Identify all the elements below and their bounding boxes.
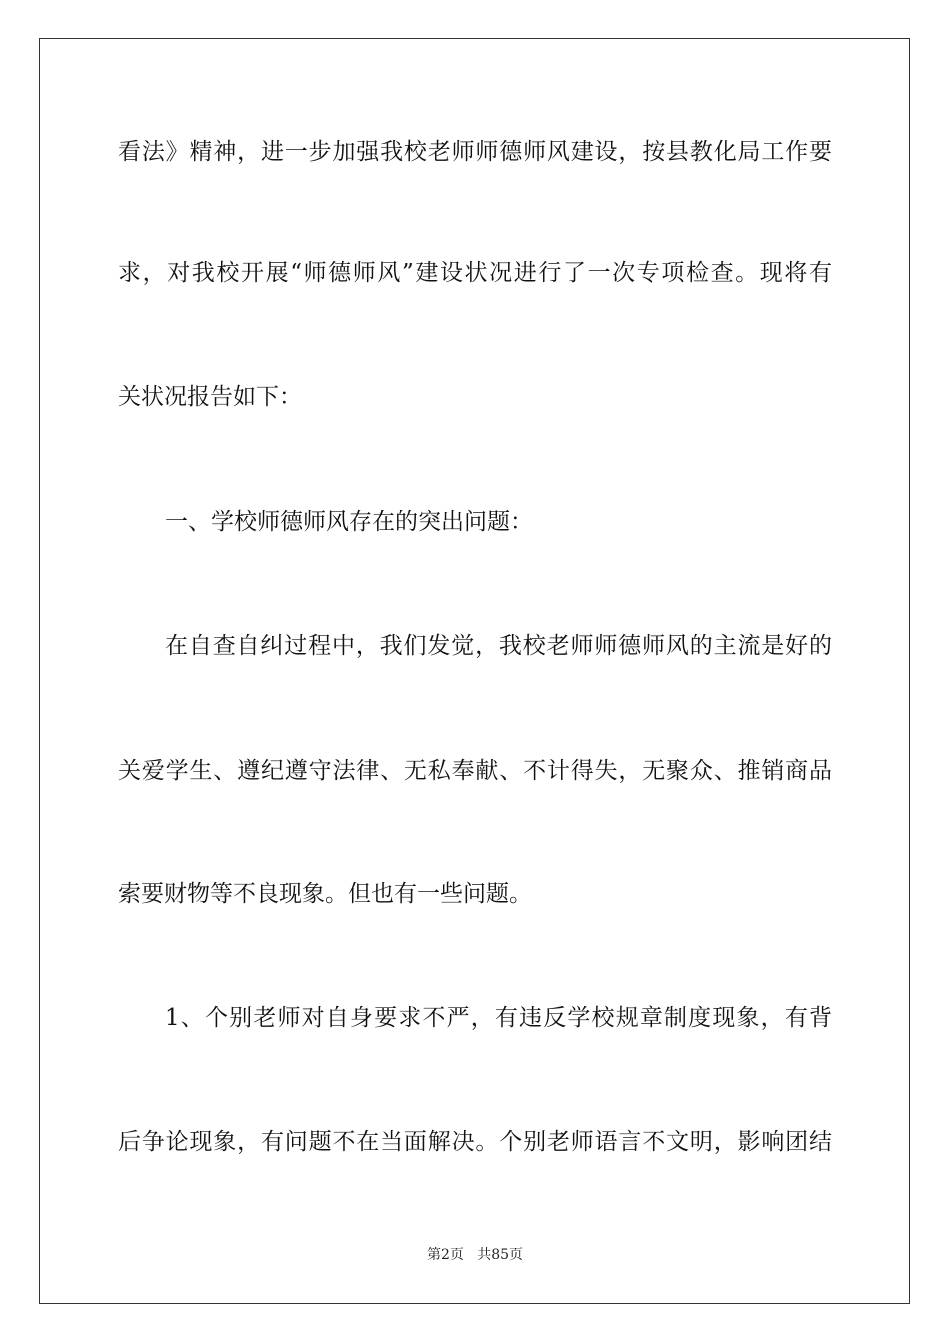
- body-text-line: 看法》精神，进一步加强我校老师师德师风建设，按县教化局工作要: [118, 139, 832, 165]
- body-text-line: 索要财物等不良现象。但也有一些问题。: [118, 881, 532, 907]
- body-text-line: 求，对我校开展“师德师风”建设状况进行了一次专项检查。现将有: [118, 260, 832, 286]
- body-text-line: 1、个别老师对自身要求不严，有违反学校规章制度现象，有背: [165, 1005, 832, 1031]
- body-text-line: 后争论现象，有问题不在当面解决。个别老师语言不文明，影响团结: [118, 1129, 832, 1155]
- page-frame: [39, 38, 910, 1304]
- body-text-line: 关状况报告如下：: [118, 384, 302, 410]
- body-text-line: 在自查自纠过程中，我们发觉，我校老师师德师风的主流是好的: [165, 633, 832, 659]
- section-heading: 一、学校师德师风存在的突出问题：: [165, 509, 533, 535]
- page-number-footer: 第2页 共85页: [426, 1247, 524, 1263]
- body-text-line: 关爱学生、遵纪遵守法律、无私奉献、不计得失，无聚众、推销商品: [118, 758, 832, 784]
